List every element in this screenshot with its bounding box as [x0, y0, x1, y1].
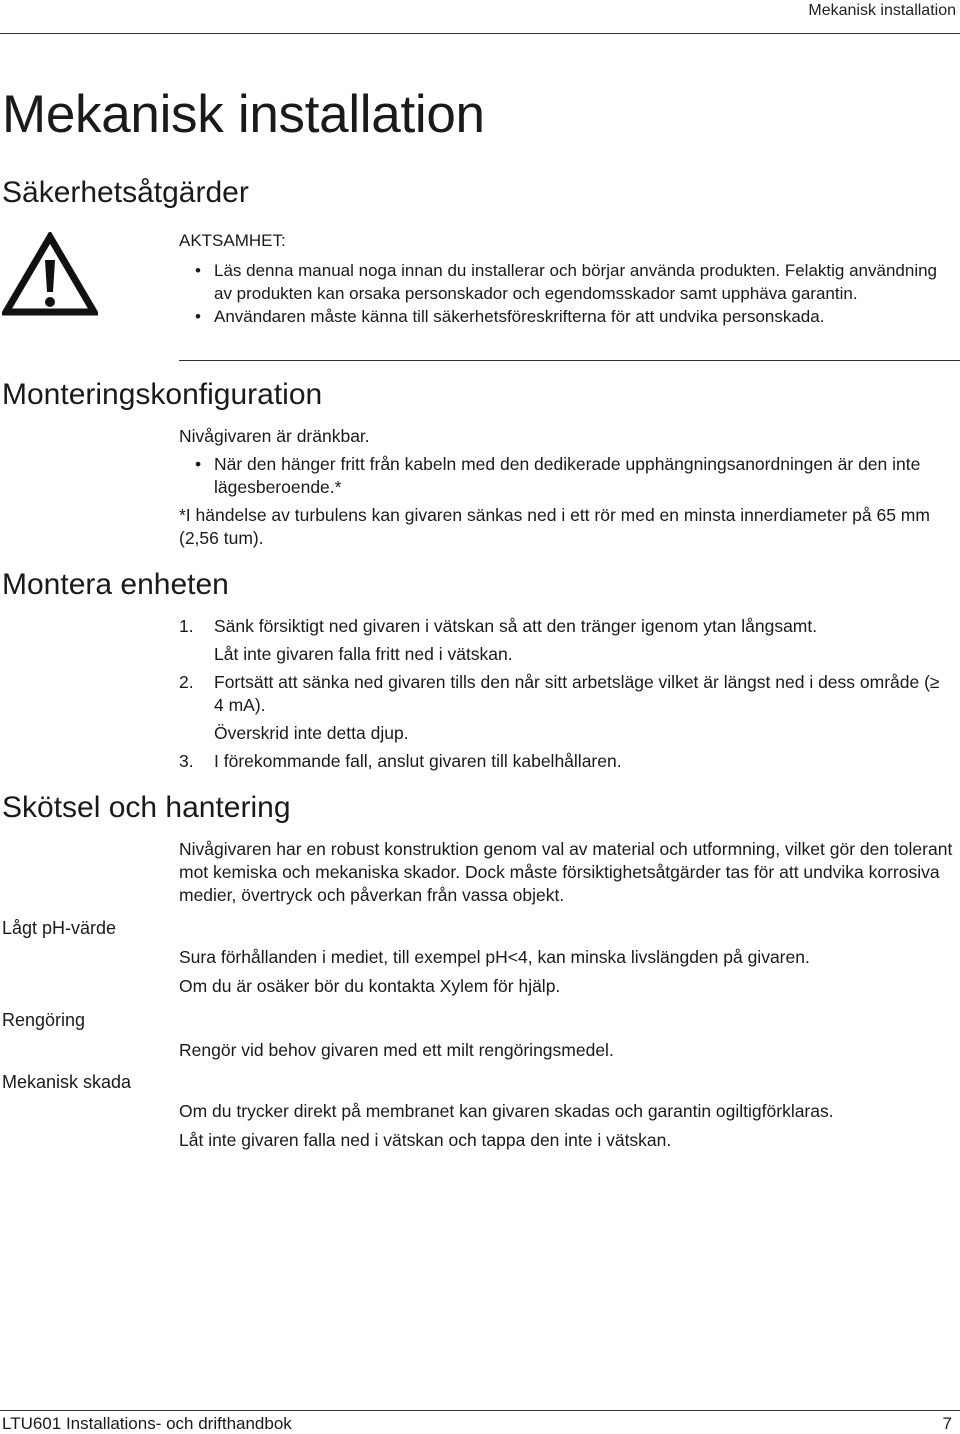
mech-damage-heading: Mekanisk skada [2, 1072, 132, 1092]
footer-rule [0, 1410, 960, 1411]
page-title: Mekanisk installation [2, 85, 485, 144]
footer-doc-title: LTU601 Installations- och drifthandbok [2, 1414, 292, 1433]
care-heading: Skötsel och hantering [2, 791, 291, 824]
mounting-config-intro: Nivågivaren är dränkbar. [179, 426, 370, 446]
safety-bullets [179, 259, 954, 328]
page-number: 7 [942, 1414, 952, 1433]
care-intro: Nivågivaren har en robust konstruktion genom val av material och utformning, vilket gör den tolerant mot kemiska och mekaniska skador. Dock måste försiktighetsåtgärder tas för att undvika korrosiva medier, övertryck och påverkan från vassa objekt. [179, 839, 953, 905]
cleaning-text: Rengör vid behov givaren med ett milt rengöringsmedel. [179, 1040, 614, 1060]
safety-bullet-1: • Läs denna manual noga innan du installerar och börjar använda produkten. Felaktig användning av produkten kan orsaka personskador och egendomsskador samt upphäva garantin. [179, 259, 954, 305]
low-ph-text-1: Sura förhållanden i mediet, till exempel pH<4, kan minska livslängden på givaren. [179, 947, 810, 967]
mech-damage-text-1: Om du trycker direkt på membranet kan givaren skadas och garantin ogiltigförklaras. [179, 1101, 834, 1121]
step-text: Sänk försiktigt ned givaren i vätskan så att den tränger igenom ytan långsamt. [214, 616, 818, 636]
mounting-config-note: *I händelse av turbulens kan givaren sänkas ned i ett rör med en minsta innerdiameter på 65 mm (2,56 tum). [179, 505, 930, 548]
step-text: Fortsätt att sänka ned givaren tills den når sitt arbetsläge vilket är längst ned i dess område (≥ 4 mA). [214, 672, 940, 715]
warning-triangle-icon [2, 232, 98, 316]
step-2 [179, 671, 954, 745]
step-subtext: Överskrid inte detta djup. [214, 723, 409, 743]
mount-unit-steps [179, 615, 954, 773]
warning-rule [179, 360, 960, 361]
low-ph-heading: Lågt pH-värde [2, 918, 117, 938]
running-header: Mekanisk installation [808, 2, 956, 19]
cleaning-heading: Rengöring [2, 1010, 86, 1030]
step-number: 1. [179, 616, 194, 636]
step-subtext: Låt inte givaren falla fritt ned i vätskan. [214, 644, 513, 664]
safety-bullet-2: • Användaren måste känna till säkerhetsföreskrifterna för att undvika personskada. [179, 305, 954, 328]
step-1 [179, 615, 954, 666]
mounting-config-bullet: • När den hänger fritt från kabeln med den dedikerade upphängningsanordningen är den inte lägesberoende.* [179, 453, 954, 499]
mounting-config-heading: Monteringskonfiguration [2, 378, 323, 411]
safety-heading: Säkerhetsåtgärder [2, 176, 249, 209]
mount-unit-heading: Montera enheten [2, 568, 229, 601]
step-text: I förekommande fall, anslut givaren till kabelhållaren. [214, 751, 622, 771]
low-ph-text-2: Om du är osäker bör du kontakta Xylem för hjälp. [179, 976, 561, 996]
step-number: 3. [179, 751, 194, 771]
step-3 [179, 750, 954, 773]
caution-label: AKTSAMHET: [179, 231, 286, 250]
header-rule [0, 33, 960, 34]
step-number: 2. [179, 672, 194, 692]
mounting-config-body [179, 425, 954, 550]
mech-damage-text-2: Låt inte givaren falla ned i vätskan och tappa den inte i vätskan. [179, 1130, 672, 1150]
